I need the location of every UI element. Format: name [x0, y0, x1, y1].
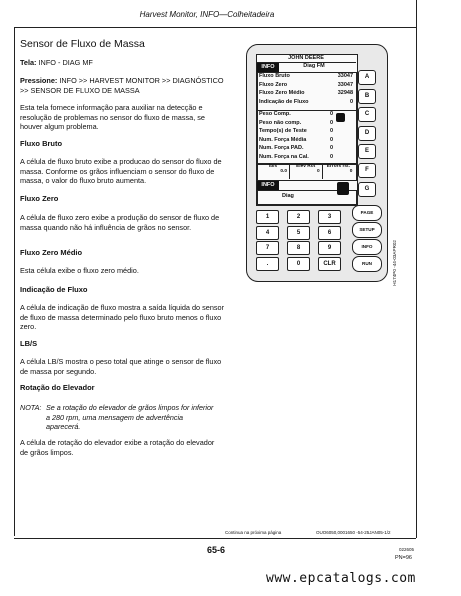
- screen-weight-value: 0: [329, 145, 333, 151]
- screen-flux-row: [259, 82, 353, 90]
- topic-title-rotacao-do-elevador: Rotação do Elevador: [20, 383, 95, 392]
- softkey-column: [358, 70, 378, 200]
- screen-weight-row: [259, 137, 333, 145]
- watermark-url: www.epcatalogs.com: [266, 571, 416, 586]
- screen-bottom-info-tab: INFO: [257, 181, 279, 190]
- keypad-key[interactable]: 2: [287, 210, 310, 224]
- keypad-key[interactable]: 7: [256, 241, 279, 255]
- keypad-key[interactable]: 5: [287, 226, 310, 240]
- screen-weight-row: [259, 154, 333, 162]
- softkey-e[interactable]: E: [358, 144, 376, 159]
- tela-label: Tela:: [20, 58, 37, 67]
- screen-flux-label: Fluxo Zero Médio: [259, 90, 305, 96]
- screen-info-tab: INFO: [257, 63, 279, 72]
- screen-bottom-cell: [322, 164, 354, 179]
- keypad-key[interactable]: 9: [318, 241, 341, 255]
- tela-value: INFO - DIAG MF: [38, 58, 93, 67]
- page-key[interactable]: PAGE: [352, 205, 382, 221]
- calibrate-icon: [336, 113, 345, 122]
- run-key[interactable]: RUN: [352, 256, 382, 272]
- screen-weight-row: [259, 128, 333, 136]
- figure-id: H174P0 -44-03APR02: [392, 240, 397, 286]
- keypad-key[interactable]: CLR: [318, 257, 341, 271]
- screen-weight-value: 0: [329, 119, 333, 126]
- last-paragraph: A célula de rotação do elevador exibe a rotação do elevador de grãos limpos.: [20, 438, 215, 457]
- softkey-f[interactable]: F: [358, 163, 376, 178]
- screen-flux-value: 32948: [337, 90, 353, 96]
- page-number: 65-6: [207, 545, 226, 555]
- softkey-c[interactable]: C: [358, 107, 376, 122]
- screen-flux-row: [259, 99, 353, 107]
- screen-flux-value: 33047: [337, 81, 353, 88]
- screen-flux-value: 33047: [337, 73, 353, 79]
- screen-title: Diag FM: [303, 63, 325, 69]
- screen-flux-label: Fluxo Zero: [259, 81, 288, 88]
- screen-bottom-cell-label: Elev Rot: [296, 164, 316, 169]
- screen-bottom-cell-value: 0: [349, 169, 353, 174]
- section-title: Sensor de Fluxo de Massa: [20, 38, 145, 50]
- softkey-a[interactable]: A: [358, 70, 376, 85]
- screen-weight-label: Peso Comp.: [259, 111, 291, 117]
- screen-flux-row: [259, 90, 353, 98]
- screen-weight-label: Num. Força Média: [259, 136, 307, 143]
- screen-flux-row: [259, 73, 353, 81]
- topic-title-fluxo-zero: Fluxo Zero: [20, 194, 59, 203]
- softkey-d[interactable]: D: [358, 126, 376, 141]
- topic-text-fluxo-zero: A célula de fluxo zero exibe a produção do sensor de fluxo de massa quando não há influência de grãos no sensor.: [20, 213, 220, 232]
- keypad-key[interactable]: 6: [318, 226, 341, 240]
- numeric-keypad: [256, 210, 346, 270]
- note-text: Se a rotação do elevador de grãos limpos for inferior a 280 rpm, uma mensagem de advertência aparecerá.: [46, 403, 214, 432]
- tela-line: [20, 58, 240, 68]
- keypad-key[interactable]: 1: [256, 210, 279, 224]
- softkey-g[interactable]: G: [358, 182, 376, 197]
- screen-weight-value: 0: [329, 136, 333, 143]
- keypad-key[interactable]: 3: [318, 210, 341, 224]
- screen-flux-label: Fluxo Bruto: [259, 73, 290, 79]
- screen-bottom-cell-label: lb/s: [268, 164, 278, 169]
- screen-bottom-cell-label: Errors rst.: [326, 164, 350, 169]
- topic-text-indicacao-de-fluxo: A célula de indicação de fluxo mostra a saída líquida do sensor de fluxo de massa determinado pelo fluxo bruto menos o fluxo zero.: [20, 303, 225, 332]
- screen-weight-row: [259, 120, 333, 128]
- screen-weight-label: Num. Força PAD.: [259, 145, 304, 151]
- screen-diag-title: Diag: [282, 193, 294, 199]
- info-key[interactable]: INFO: [352, 239, 382, 255]
- continued-note: Continua na próxima página: [225, 530, 282, 535]
- topic-text-fluxo-zero-medio: Esta célula exibe o fluxo zero médio.: [20, 266, 139, 275]
- topic-text-lbs: A célula LB/S mostra o peso total que atinge o sensor de fluxo de massa por segundo.: [20, 357, 222, 376]
- footer-rule: [14, 538, 416, 539]
- screen-bottom-cell-value: 0: [317, 169, 320, 174]
- topic-title-indicacao-de-fluxo: Indicação de Fluxo: [20, 285, 88, 294]
- screen-weight-label: Num. Força na Cal.: [259, 153, 309, 160]
- enter-arrow-icon: [337, 182, 349, 195]
- pressione-line: [20, 76, 225, 95]
- keypad-key[interactable]: 8: [287, 241, 310, 255]
- topic-title-fluxo-bruto: Fluxo Bruto: [20, 139, 63, 148]
- pressione-value: INFO >> HARVEST MONITOR >> DIAGNÓSTICO >> SENSOR DE FLUXO DE MASSA: [20, 76, 224, 95]
- screen-weight-value: 0: [329, 128, 333, 134]
- pn-number: PN=96: [395, 555, 412, 561]
- topic-title-lbs: LB/S: [20, 339, 38, 348]
- keypad-key[interactable]: 4: [256, 226, 279, 240]
- screen-bottom-cell-value: 0.0: [280, 169, 287, 174]
- intro-paragraph: Esta tela fornece informação para auxiliar na detecção e resolução de problemas no sensor do fluxo de massa, se houver algum problema.: [20, 103, 205, 132]
- topic-text-fluxo-bruto: A célula de fluxo bruto exibe a producao do sensor do fluxo de massa. Conforme os grãos influenciam o sensor do fluxo de massa, o valor do fluxo bruto aumenta.: [20, 157, 222, 186]
- keypad-key[interactable]: 0: [287, 257, 310, 271]
- keypad-key[interactable]: .: [256, 257, 279, 271]
- screen-weight-label: Tempo(s) de Teste: [259, 128, 307, 134]
- screen-bottom-cell: [257, 164, 290, 179]
- screen-weight-row: [259, 145, 333, 153]
- screen-flux-value: 0: [349, 98, 353, 105]
- document-code: OUO6050,0001650 -54-25JAN05-1/2: [316, 530, 391, 535]
- screen-brand: JOHN DEERE: [288, 55, 324, 61]
- date-code: 022605: [399, 547, 415, 552]
- topic-title-fluxo-zero-medio: Fluxo Zero Médio: [20, 248, 83, 257]
- screen-weight-row: [259, 111, 333, 119]
- screen-weight-value: 0: [329, 153, 333, 160]
- header-title: Harvest Monitor, INFO—Colheitadeira: [139, 10, 275, 19]
- screen-bottom-cell: [290, 164, 323, 179]
- note-label: NOTA:: [20, 403, 42, 412]
- screen-bottom-cells: [257, 164, 355, 179]
- screen-flux-label: Indicação de Fluxo: [259, 98, 309, 105]
- screen-weight-label: Peso não comp.: [259, 119, 302, 126]
- pressione-label: Pressione:: [20, 76, 58, 85]
- softkey-b[interactable]: B: [358, 89, 376, 104]
- screen-weight-value: 0: [329, 111, 333, 117]
- setup-key[interactable]: SETUP: [352, 222, 382, 238]
- mode-keys: [352, 205, 382, 275]
